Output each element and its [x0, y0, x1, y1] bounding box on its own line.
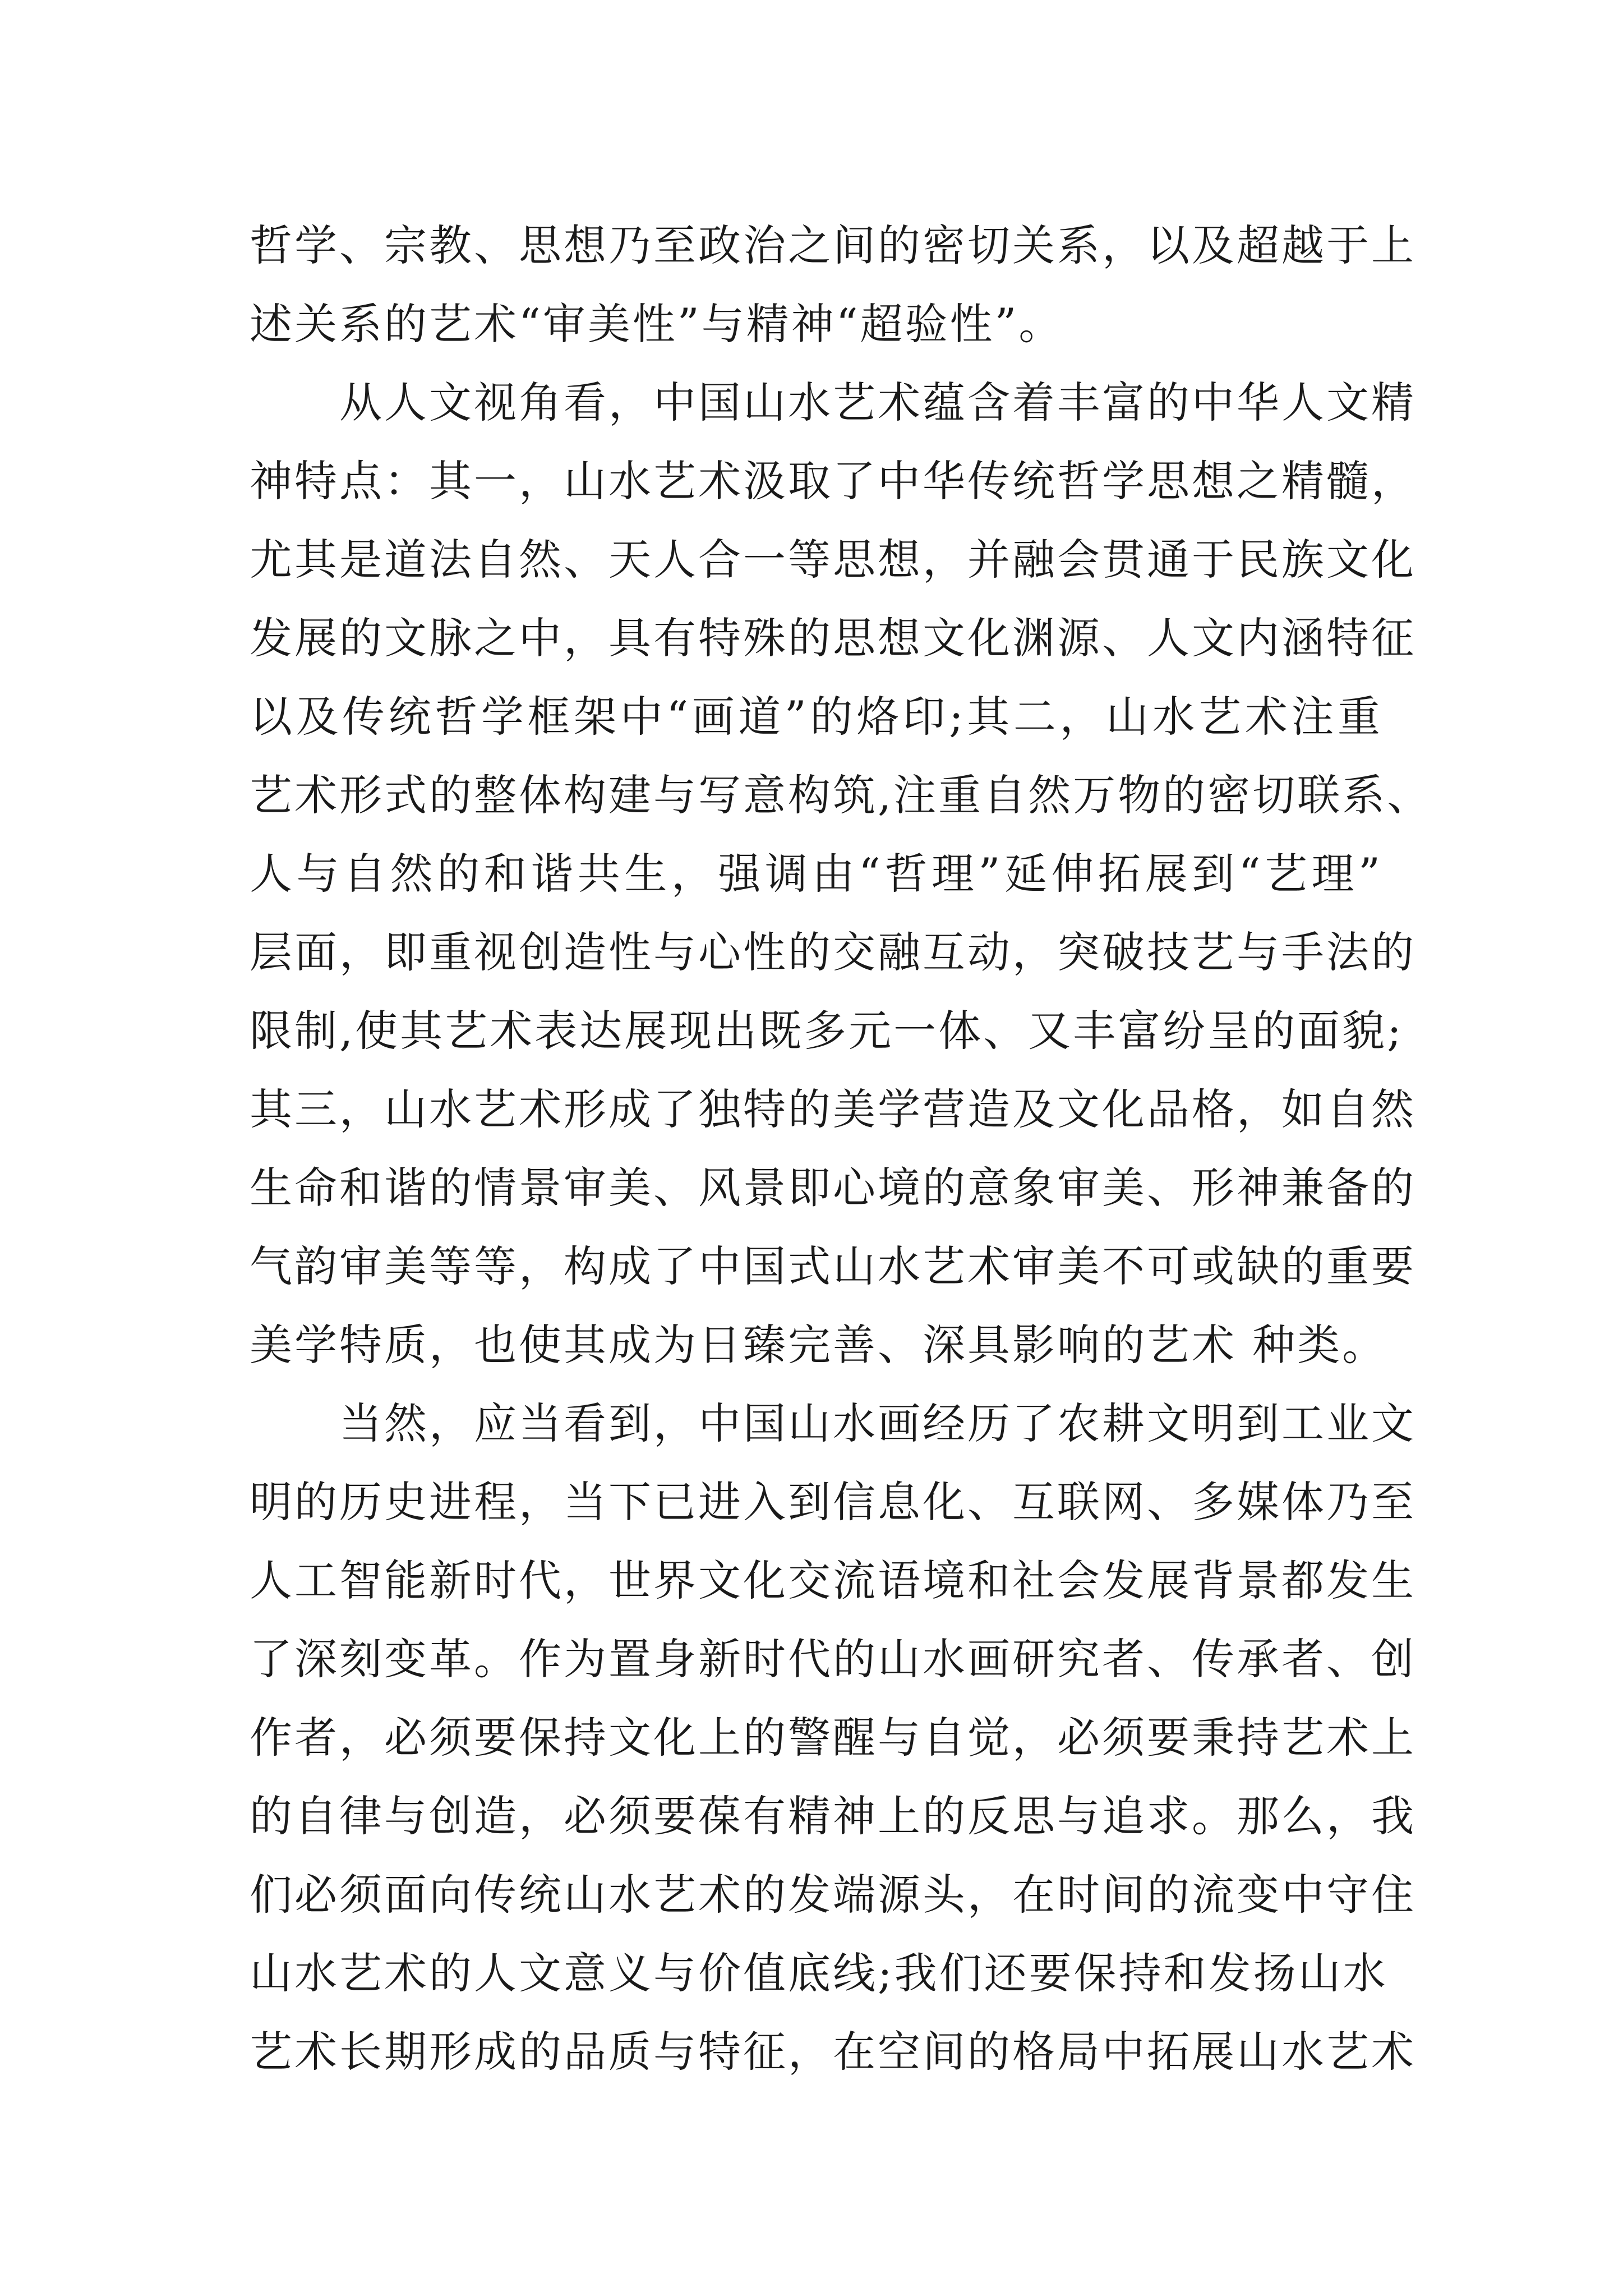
text-line: 层面，即重视创造性与心性的交融互动，突破技艺与手法的 — [250, 927, 1416, 977]
text-line: 人与自然的和谐共生，强调由“哲理”延伸拓展到“艺理” — [250, 849, 1382, 899]
paragraph-3 — [250, 1384, 1416, 2091]
text-line: 哲学、宗教、思想乃至政治之间的密切关系，以及超越于上 — [250, 220, 1416, 270]
text-line: 尤其是道法自然、天人合一等思想，并融会贯通于民族文化 — [250, 535, 1416, 585]
text-line: 述关系的艺术“审美性”与精神“超验性”。 — [250, 299, 1064, 349]
text-line: 生命和谐的情景审美、风景即心境的意象审美、形神兼备的 — [250, 1163, 1416, 1213]
text-line: 明的历史进程，当下已进入到信息化、互联网、多媒体乃至 — [250, 1477, 1416, 1527]
text-line: 当然，应当看到，中国山水画经历了农耕文明到工业文 — [339, 1398, 1416, 1448]
body-text — [250, 206, 1432, 2091]
text-line: 山水艺术的人文意义与价值底线;我们还要保持和发扬山水 — [250, 1948, 1388, 1998]
text-line: 们必须面向传统山水艺术的发端源头，在时间的流变中守住 — [250, 1870, 1416, 1920]
text-line: 发展的文脉之中，具有特殊的思想文化渊源、人文内涵特征 — [250, 613, 1416, 663]
text-line: 从人文视角看，中国山水艺术蕴含着丰富的中华人文精 — [339, 378, 1416, 427]
text-line: 作者，必须要保持文化上的警醒与自觉，必须要秉持艺术上 — [250, 1713, 1416, 1763]
text-line: 其三，山水艺术形成了独特的美学营造及文化品格，如自然 — [250, 1084, 1416, 1134]
text-line: 人工智能新时代，世界文化交流语境和社会发展背景都发生 — [250, 1556, 1416, 1605]
text-line: 神特点：其一，山水艺术汲取了中华传统哲学思想之精髓， — [250, 456, 1416, 506]
text-line: 以及传统哲学框架中“画道”的烙印;其二，山水艺术注重 — [250, 692, 1382, 742]
paragraph-2 — [250, 364, 1432, 1384]
text-line: 美学特质，也使其成为日臻完善、深具影响的艺术 种类。 — [250, 1320, 1387, 1370]
text-line: 艺术形式的整体构建与写意构筑,注重自然万物的密切联系、 — [250, 770, 1432, 820]
text-line: 限制,使其艺术表达展现出既多元一体、又丰富纷呈的面貌; — [250, 1006, 1404, 1056]
text-line: 气韵审美等等，构成了中国式山水艺术审美不可或缺的重要 — [250, 1241, 1416, 1291]
paragraph-1 — [250, 206, 1416, 364]
text-line: 艺术长期形成的品质与特征，在空间的格局中拓展山水艺术 — [250, 2027, 1416, 2077]
text-line: 的自律与创造，必须要葆有精神上的反思与追求。那么，我 — [250, 1791, 1416, 1841]
text-line: 了深刻变革。作为置身新时代的山水画研究者、传承者、创 — [250, 1634, 1416, 1684]
